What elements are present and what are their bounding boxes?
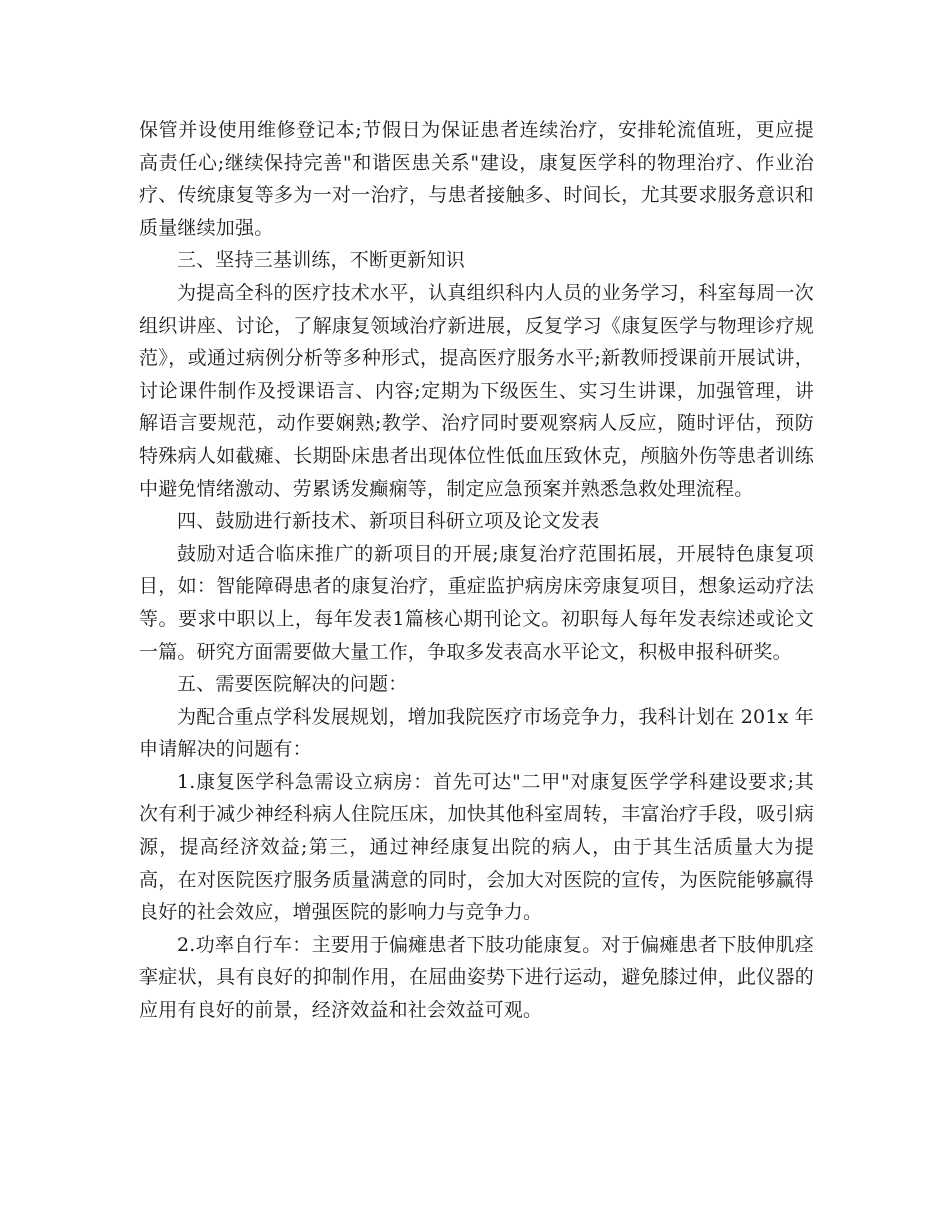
paragraph-plan-intro: 为配合重点学科发展规划，增加我院医疗市场竞争力，我科计划在 201x 年申请解决的问题有： bbox=[139, 705, 814, 761]
section-heading-5: 五、需要医院解决的问题： bbox=[177, 673, 408, 696]
section-heading-4: 四、鼓励进行新技术、新项目科研立项及论文发表 bbox=[177, 510, 600, 533]
document-body bbox=[139, 114, 814, 1027]
paragraph-continuation: 保管并设使用维修登记本;节假日为保证患者连续治疗，安排轮流值班，更应提高责任心;继续保持完善"和谐医患关系"建设，康复医学科的物理治疗、作业治疗、传统康复等多为一对一治疗，与患者接触多、时间长，尤其要求服务意识和质量继续加强。 bbox=[139, 119, 814, 239]
list-item-ward: 1.康复医学科急需设立病房：首先可达"二甲"对康复医学学科建设要求;其次有利于减少神经科病人住院压床，加快其他科室周转，丰富治疗手段，吸引病源，提高经济效益;第三，通过神经康复出院的病人，由于其生活质量大为提高，在对医院医疗服务质量满意的同时，会加大对医院的宣传，为医院能够赢得良好的社会效应，增强医院的影响力与竞争力。 bbox=[139, 770, 814, 924]
paragraph-training: 为提高全科的医疗技术水平，认真组织科内人员的业务学习，科室每周一次组织讲座、讨论，了解康复领域治疗新进展，反复学习《康复医学与物理诊疗规范》，或通过病例分析等多种形式，提高医疗服务水平;新教师授课前开展试讲，讨论课件制作及授课语言、内容;定期为下级医生、实习生讲课，加强管理，讲解语言要规范，动作要娴熟;教学、治疗同时要观察病人反应，随时评估，预防特殊病人如截瘫、长期卧床患者出现体位性低血压致休克，颅脑外伤等患者训练中避免情绪激动、劳累诱发癫痫等，制定应急预案并熟悉急救处理流程。 bbox=[139, 281, 814, 500]
section-heading-3: 三、坚持三基训练，不断更新知识 bbox=[177, 249, 466, 272]
paragraph-research: 鼓励对适合临床推广的新项目的开展;康复治疗范围拓展，开展特色康复项目，如：智能障碍患者的康复治疗，重症监护病房床旁康复项目，想象运动疗法等。要求中职以上，每年发表1篇核心期刊论文。初职每人每年发表综述或论文一篇。研究方面需要做大量工作，争取多发表高水平论文，积极申报科研奖。 bbox=[139, 542, 814, 663]
list-item-bicycle: 2.功率自行车：主要用于偏瘫患者下肢功能康复。对于偏瘫患者下肢伸肌痉挛症状，具有良好的抑制作用，在屈曲姿势下进行运动，避免膝过伸，此仪器的应用有良好的前景，经济效益和社会效益可观。 bbox=[139, 933, 814, 1022]
